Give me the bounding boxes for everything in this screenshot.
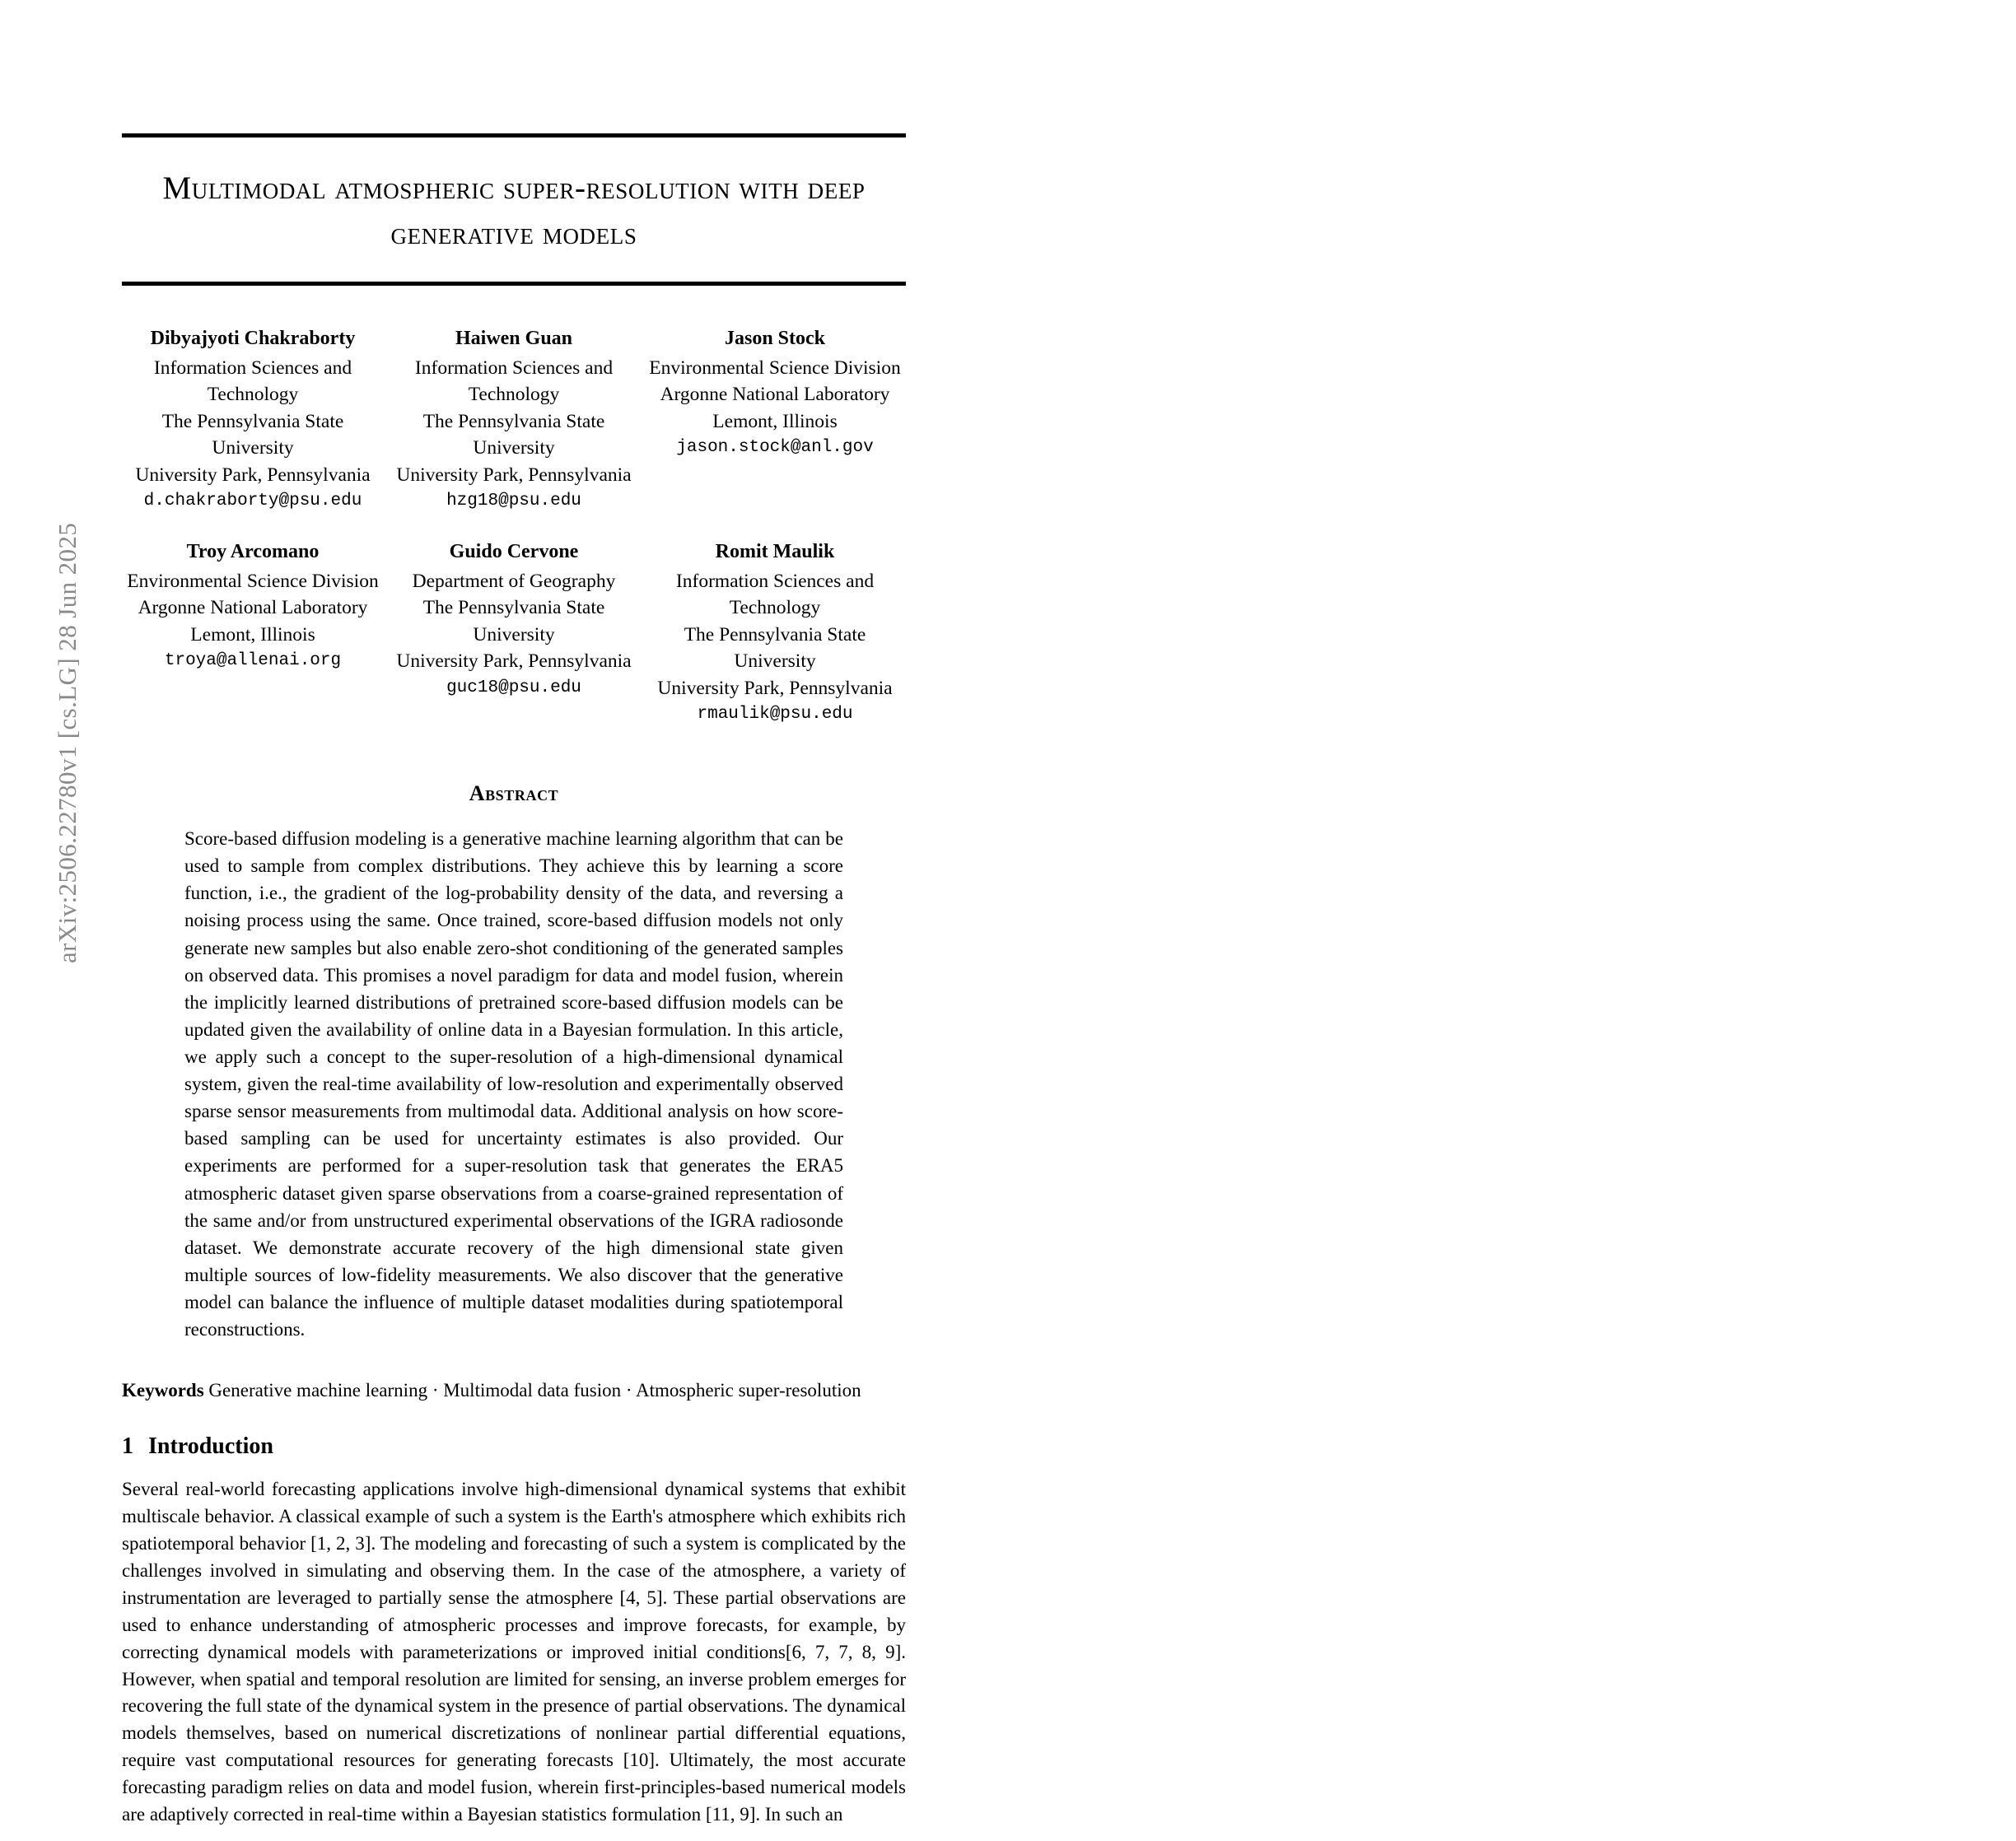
author-organization: The Pennsylvania State University [422, 410, 605, 459]
section-number: 1 [122, 1433, 133, 1460]
title-rule-top [122, 133, 906, 137]
keywords-line [122, 1377, 906, 1404]
abstract-text: Score-based diffusion modeling is a generative machine learning algorithm that can be used to sample from complex distributions. They achieve this by learning a score function, i.e., the gradient of the log-probability density of the data, and reversing a noising process using the same. Once trained, score-based diffusion models not only generate new samples but also enable zero-shot conditioning of the generated samples on observed data. This promises a novel paradigm for data and model fusion, wherein the implicitly learned distributions of pretrained score-based diffusion models can be updated given the availability of online data in a Bayesian formulation. In this article, we apply such a concept to the super-resolution of a high-dimensional dynamical system, given the real-time availability of low-resolution and experimentally observed sparse sensor measurements from multimodal data. Additional analysis on how score-based sampling can be used for uncertainty estimates is also provided. Our experiments are performed for a super-resolution task that generates the ERA5 atmospheric dataset given sparse observations from a coarse-grained representation of the same and/or from unstructured experimental observations of the IGRA radiosonde dataset. We demonstrate accurate recovery of the high dimensional state given multiple sources of low-fidelity measurements. We also discover that the generative model can balance the influence of multiple dataset modalities during spatiotemporal reconstructions. [184, 828, 843, 1340]
author-location: University Park, Pennsylvania [396, 650, 632, 673]
author-email[interactable]: guc18@psu.edu [446, 678, 581, 697]
author-department: Information Sciences and Technology [675, 571, 875, 619]
author-email[interactable]: rmaulik@psu.edu [697, 705, 853, 725]
author-name: Jason Stock [724, 327, 826, 349]
section-heading-introduction [122, 1433, 906, 1460]
author-row-second [122, 538, 906, 727]
author-organization: The Pennsylvania State University [422, 597, 605, 646]
page-title: Multimodal atmospheric super-resolution with deep generative models [162, 170, 866, 252]
author-name: Haiwen Guan [455, 327, 573, 349]
author-email[interactable]: hzg18@psu.edu [446, 491, 581, 510]
page-one [0, 0, 1008, 1825]
author-organization: Argonne National Laboratory [660, 384, 890, 406]
keywords-values: Generative machine learning · Multimodal data fusion · Atmospheric super-resolution [208, 1380, 861, 1401]
author-block [645, 325, 906, 514]
author-email[interactable]: troya@allenai.org [164, 651, 342, 671]
author-organization: The Pennsylvania State University [684, 623, 866, 673]
author-block [123, 325, 384, 514]
author-organization: Argonne National Laboratory [138, 597, 368, 619]
author-row-first [122, 325, 906, 514]
author-block [645, 538, 906, 727]
author-name: Romit Maulik [715, 540, 835, 562]
author-department: Information Sciences and Technology [414, 357, 614, 406]
author-name: Troy Arcomano [186, 540, 320, 562]
author-department: Environmental Science Division [127, 571, 379, 593]
author-location: Lemont, Illinois [190, 623, 315, 646]
keywords-label: Keywords [122, 1380, 204, 1401]
author-location: University Park, Pennsylvania [657, 677, 893, 699]
page-one-content [122, 0, 906, 1841]
title-rule-bottom [122, 282, 906, 286]
abstract-section [184, 781, 843, 1343]
author-email[interactable]: d.chakraborty@psu.edu [143, 491, 362, 510]
author-block [123, 538, 384, 727]
introduction-paragraph: Several real-world forecasting applications involve high-dimensional dynamical systems that exhibit multiscale behavior. A classical example of such a system is the Earth's atmosphere which exhibits rich spatiotemporal behavior [1, 2, 3]. The modeling and forecasting of such a system is complicated by the challenges involved in simulating and observing them. In the case of the atmosphere, a variety of instrumentation are leveraged to partially sense the atmosphere [4, 5]. These partial observations are used to enhance understanding of atmospheric processes and improve forecasts, for example, by correcting dynamical models with parameterizations or improved initial conditions[6, 7, 7, 8, 9]. However, when spatial and temporal resolution are limited for sensing, an inverse problem emerges for recovering the full state of the dynamical system in the presence of partial observations. The dynamical models themselves, based on numerical discretizations of nonlinear partial differential equations, require vast computational resources for generating forecasts [10]. Ultimately, the most accurate forecasting paradigm relies on data and model fusion, wherein first-principles-based numerical models are adaptively corrected in real-time within a Bayesian statistics formulation [11, 9]. In such an [122, 1479, 906, 1825]
author-location: Lemont, Illinois [712, 410, 838, 432]
author-department: Information Sciences and Technology [153, 357, 352, 406]
author-organization: The Pennsylvania State University [161, 410, 344, 459]
author-location: University Park, Pennsylvania [135, 464, 371, 486]
abstract-heading: Abstract [469, 781, 559, 806]
author-name: Guido Cervone [449, 540, 579, 562]
author-block [384, 325, 645, 514]
author-department: Department of Geography [412, 571, 616, 593]
author-department: Environmental Science Division [649, 357, 901, 379]
author-location: University Park, Pennsylvania [396, 464, 632, 486]
author-email[interactable]: jason.stock@anl.gov [676, 438, 874, 458]
author-block [384, 538, 645, 727]
section-title: Introduction [148, 1433, 273, 1460]
page-two [1008, 0, 2016, 1304]
arxiv-identifier-stamp: arXiv:2506.22780v1 [cs.LG] 28 Jun 2025 [53, 522, 82, 963]
author-name: Dibyajyoti Chakraborty [150, 327, 356, 349]
